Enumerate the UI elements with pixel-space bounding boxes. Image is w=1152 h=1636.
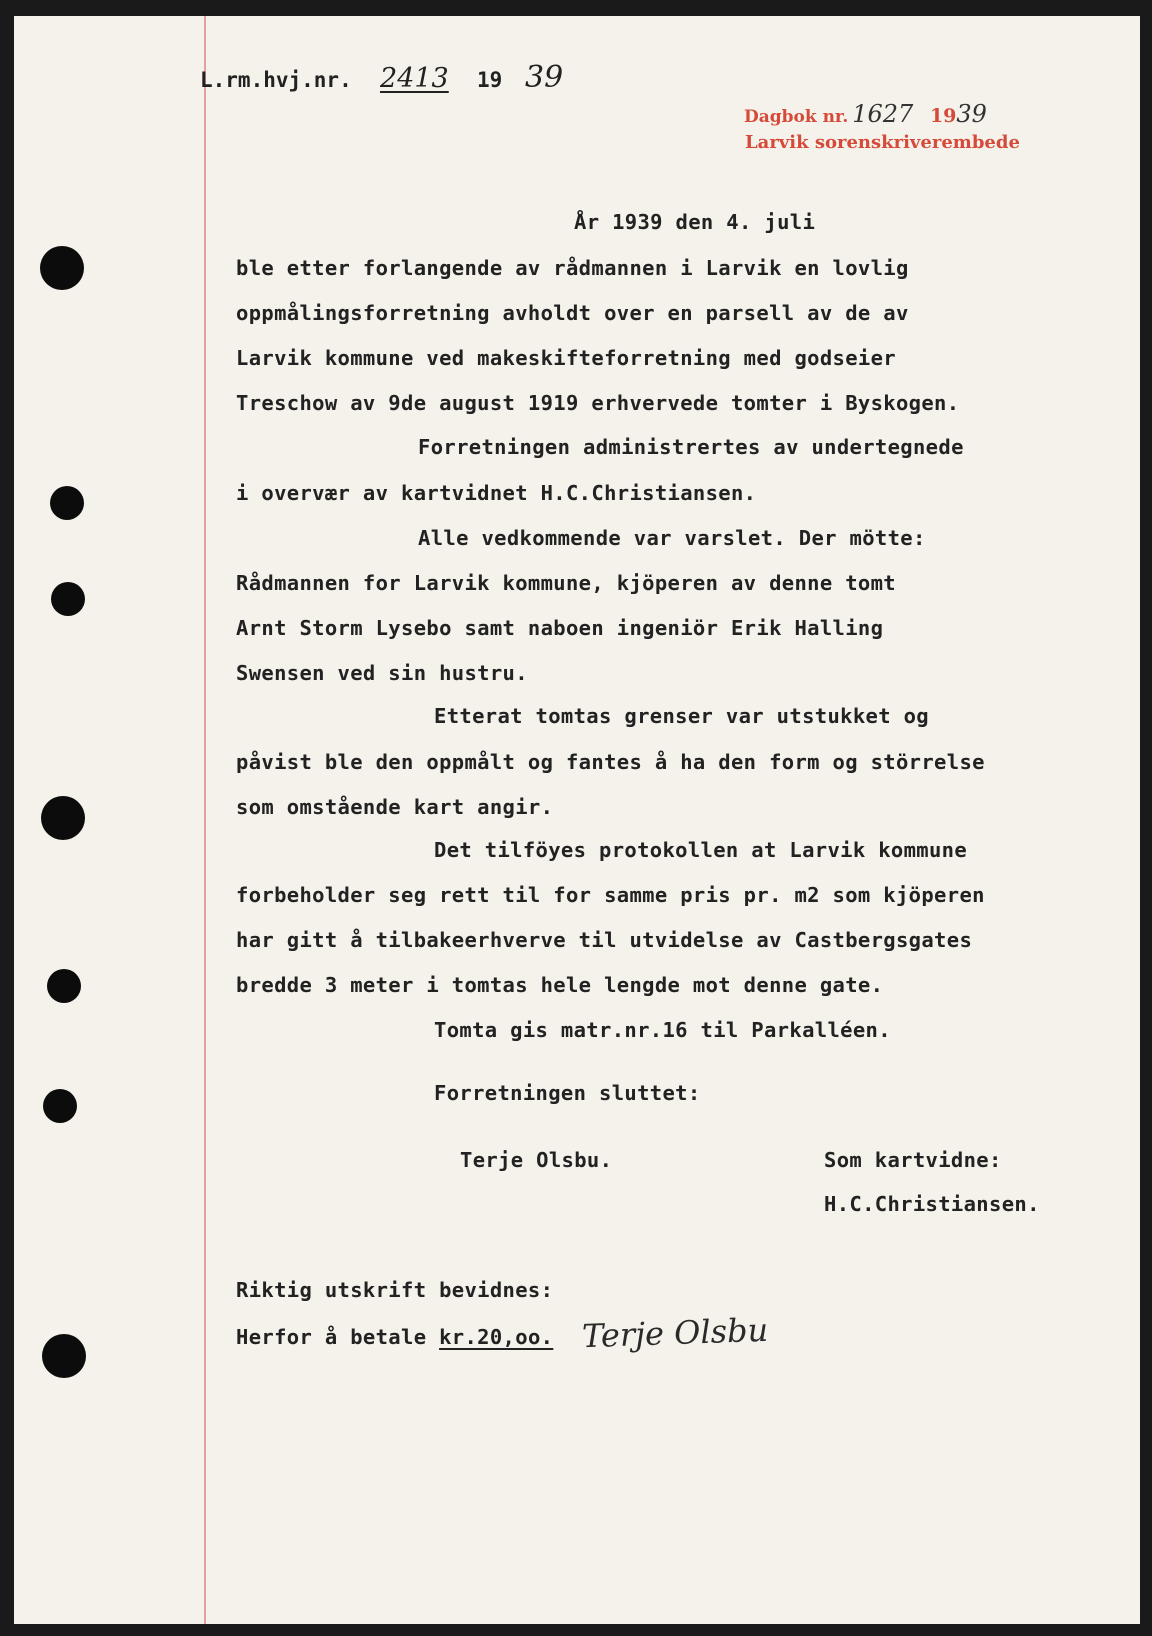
body-line: har gitt å tilbakeerhverve til utvidelse av Castbergsgates xyxy=(236,928,973,952)
margin-line xyxy=(204,16,206,1624)
body-line: År 1939 den 4. juli xyxy=(574,210,816,234)
binder-hole xyxy=(42,1334,86,1378)
handwritten-signature: Terje Olsbu xyxy=(581,1310,769,1356)
binder-hole xyxy=(40,246,84,290)
body-line: Tomta gis matr.nr.16 til Parkalléen. xyxy=(434,1018,891,1042)
signature-right-label: Som kartvidne: xyxy=(824,1148,1002,1172)
body-line: Forretningen administrertes av undertegnede xyxy=(418,435,964,459)
certification-line: Riktig utskrift bevidnes: xyxy=(236,1278,554,1302)
document-page xyxy=(14,16,1140,1624)
binder-hole xyxy=(41,796,85,840)
stamp-year-b: 39 xyxy=(956,100,987,128)
body-line: ble etter forlangende av rådmannen i Larvik en lovlig xyxy=(236,256,909,280)
binder-hole xyxy=(43,1089,77,1123)
stamp-number: 1627 xyxy=(852,100,914,128)
stamp-label: Dagbok nr. xyxy=(744,107,849,127)
header-year-suffix: 39 xyxy=(524,60,564,95)
fee-line xyxy=(236,1325,553,1349)
header-reference xyxy=(200,60,563,95)
signature-left: Terje Olsbu. xyxy=(460,1148,613,1172)
fee-amount: kr.20,oo. xyxy=(439,1325,554,1349)
binder-hole xyxy=(50,486,84,520)
stamp-office: Larvik sorenskriverembede xyxy=(745,132,1020,153)
diary-stamp xyxy=(744,100,987,128)
stamp-year-a: 19 xyxy=(929,105,957,127)
body-line: i overvær av kartvidnet H.C.Christiansen. xyxy=(236,481,757,505)
body-line: Rådmannen for Larvik kommune, kjöperen av denne tomt xyxy=(236,571,896,595)
header-year-prefix: 19 xyxy=(477,68,503,92)
header-number: 2413 xyxy=(380,63,449,94)
binder-hole xyxy=(51,582,85,616)
body-line: Det tilföyes protokollen at Larvik kommune xyxy=(434,838,968,862)
body-line: Alle vedkommende var varslet. Der mötte: xyxy=(418,526,926,550)
body-line: bredde 3 meter i tomtas hele lengde mot denne gate. xyxy=(236,973,884,997)
body-line: Forretningen sluttet: xyxy=(434,1081,701,1105)
fee-text: Herfor å betale xyxy=(236,1325,427,1349)
body-line: som omstående kart angir. xyxy=(236,795,554,819)
body-line: oppmålingsforretning avholdt over en parsell av de av xyxy=(236,301,909,325)
body-line: Swensen ved sin hustru. xyxy=(236,661,528,685)
header-prefix: L.rm.hvj.nr. xyxy=(200,68,352,92)
body-line: Etterat tomtas grenser var utstukket og xyxy=(434,704,929,728)
body-line: Treschow av 9de august 1919 erhvervede tomter i Byskogen. xyxy=(236,391,960,415)
body-line: Larvik kommune ved makeskifteforretning med godseier xyxy=(236,346,896,370)
body-line: forbeholder seg rett til for samme pris pr. m2 som kjöperen xyxy=(236,883,985,907)
signature-right-name: H.C.Christiansen. xyxy=(824,1192,1040,1216)
binder-hole xyxy=(47,969,81,1003)
body-line: påvist ble den oppmålt og fantes å ha den form og störrelse xyxy=(236,750,985,774)
body-line: Arnt Storm Lysebo samt naboen ingeniör Erik Halling xyxy=(236,616,884,640)
